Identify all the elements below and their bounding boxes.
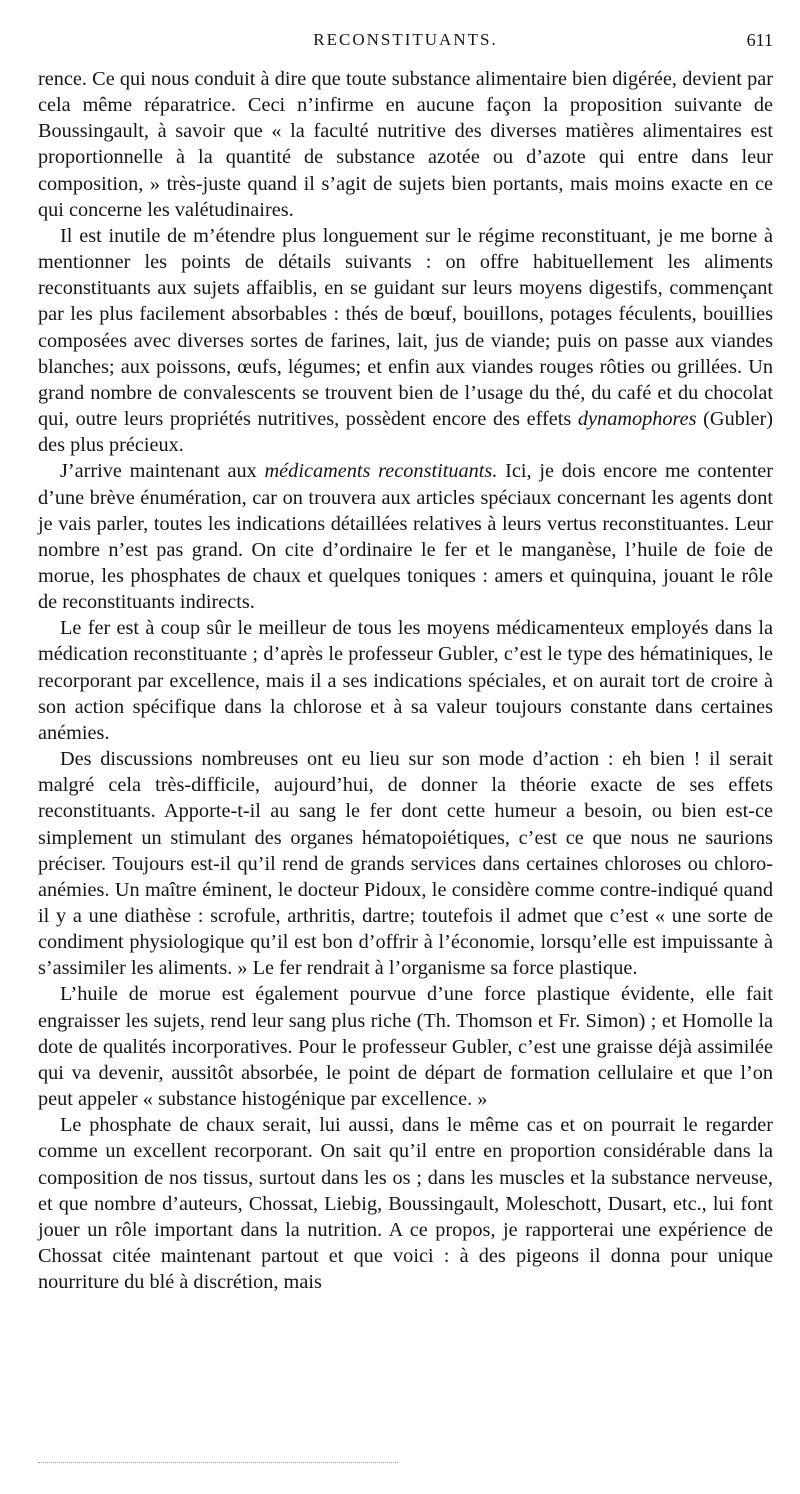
paragraph-text: Ici, je dois encore me contenter d’une brève énumération, car on trouvera aux articles spéciaux concernant les agents dont je vais parler, toutes les indications détaillées relatives à leurs vertus reconstituantes. Leur nombre n’est pas grand. On cite d’ordinaire le fer et le manganèse, l’huile de foie de morue, les phosphates de chaux et quelques toniques : amers et quinquina, jouant le rôle de reconstituants indirects. (38, 460, 773, 614)
paragraph-text: Des discussions nombreuses ont eu lieu sur son mode d’action : eh bien ! il serait malgré cela très-difficile, aujourd’hui, de donner la théorie exacte de ses effets reconstituants. Apporte-t-il au sang le fer dont cette humeur a besoin, ou bien est-ce simplement un stimulant des organes hématopoiétiques, c’est ce que nous ne saurions préciser. Toujours est-il qu’il rend de grands services dans certaines chloroses ou chloro-anémies. Un maître éminent, le docteur Pidoux, le considère comme contre-indiqué quand il y a une diathèse : scrofule, arthritis, dartre; toutefois il admet que c’est « une sorte de condiment physiologique qu’il est bon d’offrir à l’économie, lorsqu’elle est impuissante à s’assimiler les aliments. » Le fer rendrait à l’organisme sa force plastique. (38, 748, 773, 980)
paragraph (38, 1112, 773, 1295)
italic-text: dynamophores (577, 408, 697, 431)
paragraph-text: (Gubler) des plus précieux. (38, 408, 773, 457)
paragraph-text: J’arrive maintenant aux (60, 460, 265, 483)
paragraph (38, 458, 773, 615)
body-text (38, 66, 773, 1295)
paragraph (38, 981, 773, 1112)
paragraph-text: L’huile de morue est également pourvue d’une force plastique évidente, elle fait engraisser les sujets, rend leur sang plus riche (Th. Thomson et Fr. Simon) ; et Homolle la dote de qualités incorporatives. Pour le professeur Gubler, c’est une graisse déjà assimilée qui va devenir, aussitôt absorbée, le point de départ de formation cellulaire et que l’on peut appeler « substance histogénique par excellence. » (38, 983, 773, 1111)
bottom-dotted-rule (38, 1462, 398, 1463)
paragraph-text: Le phosphate de chaux serait, lui aussi, dans le même cas et on pourrait le regarder comme un excellent recorporant. On sait qu’il entre en proportion considérable dans la composition de nos tissus, surtout dans les os ; dans les muscles et la substance nerveuse, et que nombre d’auteurs, Chossat, Liebig, Boussingault, Moleschott, Dusart, etc., lui font jouer un rôle important dans la nutrition. A ce propos, je rapporterai une expérience de Chossat citée maintenant partout et que voici : à des pigeons il donna pour unique nourriture du blé à discrétion, mais (38, 1114, 773, 1294)
paragraph-text: rence. Ce qui nous conduit à dire que toute substance alimentaire bien digérée, devient par cela même réparatrice. Ceci n’infirme en aucune façon la proposition suivante de Boussingault, à savoir que « la faculté nutritive des diverses matières alimentaires est proportionnelle à la quantité de substance azotée ou d’azote qui entre dans leur composition, » très-juste quand il s’agit de sujets bien portants, mais moins exacte en ce qui concerne les valétudinaires. (38, 68, 773, 221)
italic-text: médicaments reconstituants. (264, 460, 498, 483)
running-title: RECONSTITUANTS. (313, 30, 498, 49)
page-number: 611 (746, 30, 773, 50)
continued-paragraph (38, 66, 773, 223)
paragraph-text: Le fer est à coup sûr le meilleur de tous les moyens médicamenteux employés dans la médication reconstituante ; d’après le professeur Gubler, c’est le type des hématiniques, le recorporant par excellence, mais il a ses indications spéciales, et on aurait tort de croire à son action spécifique dans la chlorose et à sa valeur toujours constante dans certaines anémies. (38, 617, 773, 744)
running-header (38, 30, 773, 60)
paragraph-text: Il est inutile de m’étendre plus longuement sur le régime reconstituant, je me borne à mentionner les points de détails suivants : on offre habituellement les aliments reconstituants aux sujets affaiblis, en se guidant sur leurs moyens digestifs, commençant par les plus facilement absorbables : thés de bœuf, bouillons, potages féculents, bouillies composées avec diverses sortes de farines, lait, jus de viande; puis on passe aux viandes blanches; aux poissons, œufs, légumes; et enfin aux viandes rouges rôties ou grillées. Un grand nombre de convalescents se trouvent bien de l’usage du thé, du café et du chocolat qui, outre leurs propriétés nutritives, possèdent encore des effets (38, 224, 773, 431)
paragraph (38, 223, 773, 458)
paragraph (38, 615, 773, 746)
paragraph (38, 746, 773, 981)
